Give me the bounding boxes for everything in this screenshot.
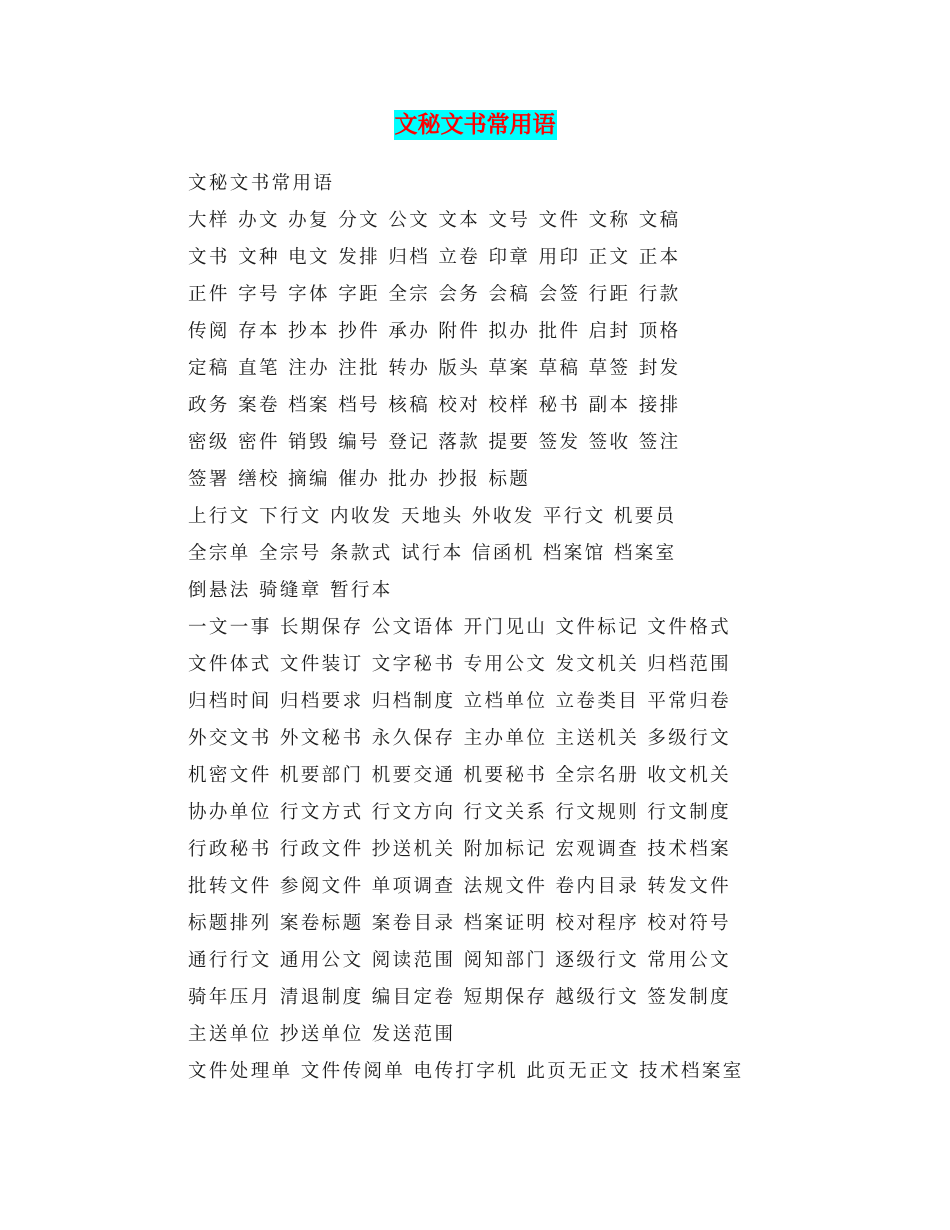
text-line: 外交文书 外文秘书 永久保存 主办单位 主送机关 多级行文 [188,728,732,749]
text-line: 一文一事 长期保存 公文语体 开门见山 文件标记 文件格式 [188,617,732,638]
text-line: 协办单位 行文方式 行文方向 行文关系 行文规则 行文制度 [188,802,732,823]
text-line: 全宗单 全宗号 条款式 试行本 信函机 档案馆 档案室 [188,543,677,564]
text-line: 文秘文书常用语 [188,173,335,194]
text-line: 上行文 下行文 内收发 天地头 外收发 平行文 机要员 [188,506,677,527]
text-line: 骑年压月 清退制度 编目定卷 短期保存 越级行文 签发制度 [188,987,732,1008]
text-line: 定稿 直笔 注办 注批 转办 版头 草案 草稿 草签 封发 [188,358,681,379]
text-line: 文件体式 文件装订 文字秘书 专用公文 发文机关 归档范围 [188,654,732,675]
text-line: 归档时间 归档要求 归档制度 立档单位 立卷类目 平常归卷 [188,691,732,712]
text-line: 通行行文 通用公文 阅读范围 阅知部门 逐级行文 常用公文 [188,950,732,971]
text-line: 签署 缮校 摘编 催办 批办 抄报 标题 [188,469,531,490]
text-line: 传阅 存本 抄本 抄件 承办 附件 拟办 批件 启封 顶格 [188,321,681,342]
text-line: 批转文件 参阅文件 单项调查 法规文件 卷内目录 转发文件 [188,876,732,897]
text-line: 密级 密件 销毁 编号 登记 落款 提要 签发 签收 签注 [188,432,681,453]
text-line: 行政秘书 行政文件 抄送机关 附加标记 宏观调查 技术档案 [188,839,732,860]
text-line: 主送单位 抄送单位 发送范围 [188,1024,456,1045]
text-line: 政务 案卷 档案 档号 核稿 校对 校样 秘书 副本 接排 [188,395,681,416]
title-container [0,110,950,140]
text-line: 机密文件 机要部门 机要交通 机要秘书 全宗名册 收文机关 [188,765,732,786]
page-title: 文秘文书常用语 [394,111,556,138]
body-text [188,165,888,1090]
text-line: 文件处理单 文件传阅单 电传打字机 此页无正文 技术档案室 [188,1061,744,1082]
text-line: 倒悬法 骑缝章 暂行本 [188,580,393,601]
text-line: 文书 文种 电文 发排 归档 立卷 印章 用印 正文 正本 [188,247,681,268]
text-line: 标题排列 案卷标题 案卷目录 档案证明 校对程序 校对符号 [188,913,732,934]
text-line: 大样 办文 办复 分文 公文 文本 文号 文件 文称 文稿 [188,210,681,231]
text-line: 正件 字号 字体 字距 全宗 会务 会稿 会签 行距 行款 [188,284,681,305]
